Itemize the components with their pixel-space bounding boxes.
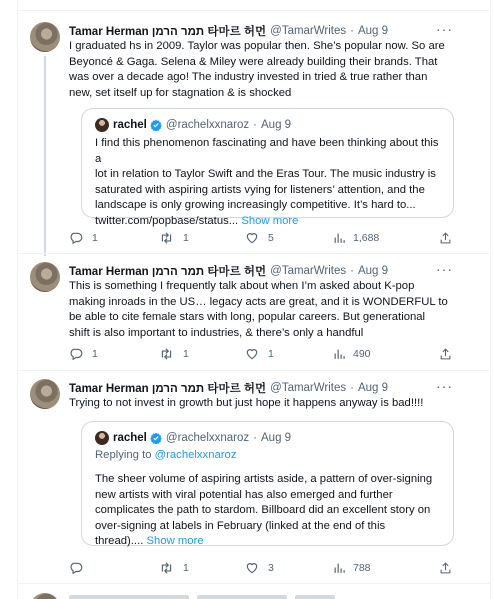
author-handle[interactable]: @TamarWrites [270, 25, 347, 37]
separator: · [350, 265, 354, 277]
replying-label: Replying to [95, 449, 152, 461]
divider [17, 253, 491, 254]
text-line: saturated with aspiring artists vying for listeners’ attention, and the [95, 183, 425, 196]
more-icon[interactable]: ··· [436, 21, 453, 37]
tweet-date: Aug 9 [261, 432, 292, 444]
tweet[interactable] [17, 22, 491, 254]
views-button[interactable] [333, 231, 379, 245]
tweet-date: Aug 9 [261, 119, 292, 131]
like-count: 5 [268, 232, 274, 244]
author-name[interactable]: Tamar Herman תמר הרמן 타마르 허먼 [69, 383, 267, 395]
text-line: landscape is only growing increasingly competitive. It’s hard to... [95, 199, 416, 211]
replying-to-handle[interactable]: @rachelxxnaroz [154, 449, 237, 461]
text-line: lot in relation to Taylor Swift and the Eras Tour. The music industry is [95, 168, 436, 180]
verified-badge-icon [150, 432, 162, 444]
author-name[interactable]: Tamar Herman תמר הרמן 타마르 허먼 [69, 266, 267, 278]
author-handle[interactable]: @TamarWrites [270, 382, 347, 394]
separator: · [350, 382, 354, 394]
tweet-text [69, 396, 464, 412]
author-name[interactable]: Tamar Herman תמר הרמן 타마르 허먼 [69, 26, 267, 38]
divider [17, 583, 491, 584]
tweet-header [69, 262, 388, 280]
views-count: 490 [353, 348, 371, 360]
views-count: 788 [353, 562, 371, 574]
retweet-icon [159, 231, 174, 245]
avatar[interactable] [30, 262, 60, 292]
avatar [95, 118, 109, 132]
text-line: I find this phenomenon fascinating and have been thinking about this a [95, 137, 439, 165]
text-line: be able to cite female stars with long, popular careers. But generational [69, 311, 426, 323]
more-icon[interactable]: ··· [436, 261, 453, 277]
text-line: The sheer volume of aspiring artists aside, a pattern of over-signing [95, 473, 433, 485]
text-line: new artists with viral potential has also emerged and further [95, 488, 393, 501]
text-fragment [295, 595, 335, 599]
divider [17, 370, 491, 371]
avatar[interactable] [30, 379, 60, 409]
quoted-tweet[interactable] [81, 108, 454, 227]
tweet[interactable] [17, 262, 491, 372]
text-line: I graduated hs in 2009. Taylor was popular then. She’s popular now. So are [69, 40, 445, 52]
reply-icon [69, 347, 83, 361]
divider [17, 10, 491, 11]
like-button[interactable] [245, 347, 274, 361]
author-name: rachel [113, 432, 147, 444]
reply-icon [69, 561, 83, 575]
quoted-tweet-text [95, 472, 445, 550]
tweet-date[interactable]: Aug 9 [357, 382, 389, 394]
tweet-header [69, 22, 388, 40]
text-line: shift is also important to industries, & there’s only a handful [69, 326, 364, 339]
author-handle: @rachelxxnaroz [165, 119, 250, 131]
retweet-button[interactable] [159, 347, 189, 361]
like-count: 3 [268, 562, 274, 574]
replying-to [95, 449, 236, 461]
tweet-text [69, 279, 464, 341]
author-handle[interactable]: @TamarWrites [270, 265, 347, 277]
text-line: This is something I frequently talk about when I’m asked about K-pop [69, 280, 415, 292]
show-more-link[interactable]: Show more [146, 535, 204, 547]
retweet-button[interactable] [159, 231, 189, 245]
text-line [95, 214, 445, 230]
quoted-tweet[interactable] [81, 421, 454, 546]
quoted-tweet-header [95, 431, 291, 445]
views-button[interactable] [333, 561, 371, 575]
views-icon [333, 347, 346, 361]
reply-count: 1 [92, 232, 98, 244]
tweet-actions [69, 561, 449, 577]
text-fragment [197, 595, 287, 599]
avatar[interactable] [30, 22, 60, 52]
reply-button[interactable] [69, 347, 98, 361]
author-name: rachel [113, 119, 147, 131]
retweet-icon [159, 561, 174, 575]
like-icon [245, 347, 259, 361]
author-handle: @rachelxxnaroz [165, 432, 250, 444]
text-line: new, set itself up for stagnation & is shocked [69, 86, 292, 99]
tweet[interactable] [17, 379, 491, 579]
share-icon[interactable] [439, 231, 452, 245]
like-icon [245, 231, 259, 245]
tweet-actions [69, 347, 449, 363]
verified-badge-icon [150, 119, 162, 131]
tweet-header [69, 379, 388, 397]
reply-button[interactable] [69, 561, 92, 575]
like-count: 1 [268, 348, 274, 360]
text-line: Trying to not invest in growth but just hope it happens anyway is bad!!!! [69, 397, 424, 409]
retweet-icon [159, 347, 174, 361]
share-icon[interactable] [439, 347, 452, 361]
text-line: making inroads in the US… legacy acts are great, and it is WONDERFUL to [69, 295, 448, 308]
text-line: was over a decade ago! The industry invested in tried & true rather than [69, 71, 428, 83]
separator: · [350, 25, 354, 37]
text-line: Beyoncé & Gaga. Selena & Miley were already building their brands. That [69, 55, 438, 68]
link-text[interactable]: twitter.com/popbase/status... [95, 214, 239, 227]
show-more-link[interactable]: Show more [241, 214, 299, 227]
reply-icon [69, 231, 83, 245]
tweet-actions [69, 231, 449, 247]
tweet-date[interactable]: Aug 9 [357, 25, 389, 37]
next-tweet-header-peek [69, 591, 369, 599]
retweet-count: 1 [183, 562, 189, 574]
text-line: over-signing at labels in February (linked at the end of this [95, 519, 386, 532]
separator: · [253, 432, 257, 444]
like-button[interactable] [245, 231, 274, 245]
views-icon [333, 561, 346, 575]
views-button[interactable] [333, 347, 371, 361]
like-icon [245, 561, 259, 575]
like-button[interactable] [245, 561, 274, 575]
tweet-date[interactable]: Aug 9 [357, 265, 389, 277]
views-count: 1,688 [353, 232, 380, 244]
more-icon[interactable]: ··· [436, 378, 453, 394]
retweet-button[interactable] [159, 561, 189, 575]
views-icon [333, 231, 346, 245]
retweet-count: 1 [183, 348, 189, 360]
text-fragment [69, 595, 189, 599]
tweet-text [69, 39, 464, 101]
text-line: complicates the path to stardom. Billboard did an excellent story on [95, 504, 431, 516]
retweet-count: 1 [183, 232, 189, 244]
text-line [95, 534, 445, 550]
quoted-tweet-text [95, 136, 445, 229]
quoted-tweet-header [95, 118, 291, 132]
text-fragment: thread).... [95, 535, 144, 547]
reply-count: 1 [92, 348, 98, 360]
share-icon[interactable] [439, 561, 452, 575]
separator: · [253, 119, 257, 131]
avatar [95, 431, 109, 445]
reply-button[interactable] [69, 231, 98, 245]
